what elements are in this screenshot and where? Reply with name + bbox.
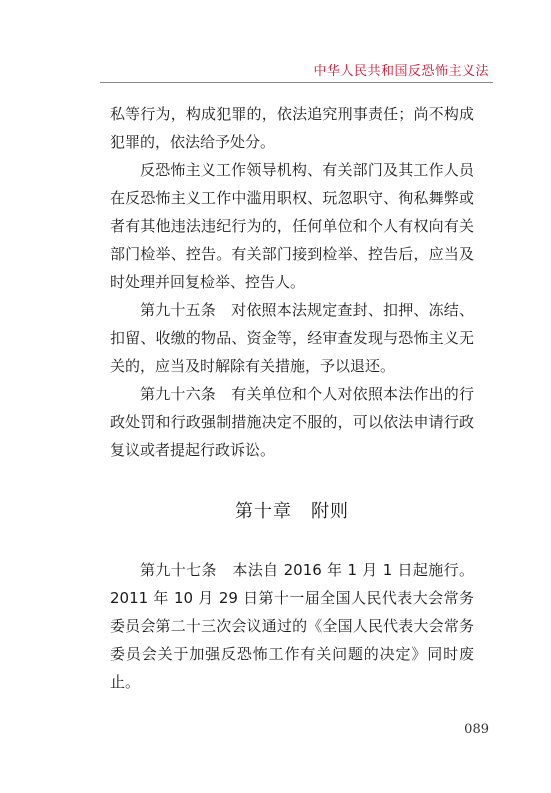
- article-97: 第九十七条 本法自 2016 年 1 月 1 日起施行。2011 年 10 月 29 日第十一届全国人民代表大会常务委员会第二十三次会议通过的《全国人民代表大会常务委员会关于加强反恐怖工作有关问题的决定》同时废止。: [110, 561, 474, 691]
- article-95: 第九十五条 对依照本法规定查封、扣押、冻结、扣留、收缴的物品、资金等，经审查发现与恐怖主义无关的，应当及时解除有关措施，予以退还。: [110, 301, 474, 375]
- running-header-title: 中华人民共和国反恐怖主义法: [313, 64, 489, 79]
- page-body: [110, 100, 474, 696]
- paragraph-supervision: 反恐怖主义工作领导机构、有关部门及其工作人员在反恐怖主义工作中滥用职权、玩忽职守、徇私舞弊或者有其他违法违纪行为的，任何单位和个人有权向有关部门检举、控告。有关部门接到检举、控告后，应当及时处理并回复检举、控告人。: [110, 161, 474, 291]
- page-number: 089: [464, 722, 489, 737]
- chapter-heading: 第十章 附则: [235, 501, 349, 522]
- paragraph-continuation: 私等行为，构成犯罪的，依法追究刑事责任；尚不构成犯罪的，依法给予处分。: [110, 105, 474, 151]
- article-96: 第九十六条 有关单位和个人对依照本法作出的行政处罚和行政强制措施决定不服的，可以依法申请行政复议或者提起行政诉讼。: [110, 385, 474, 459]
- header-divider: [100, 82, 493, 83]
